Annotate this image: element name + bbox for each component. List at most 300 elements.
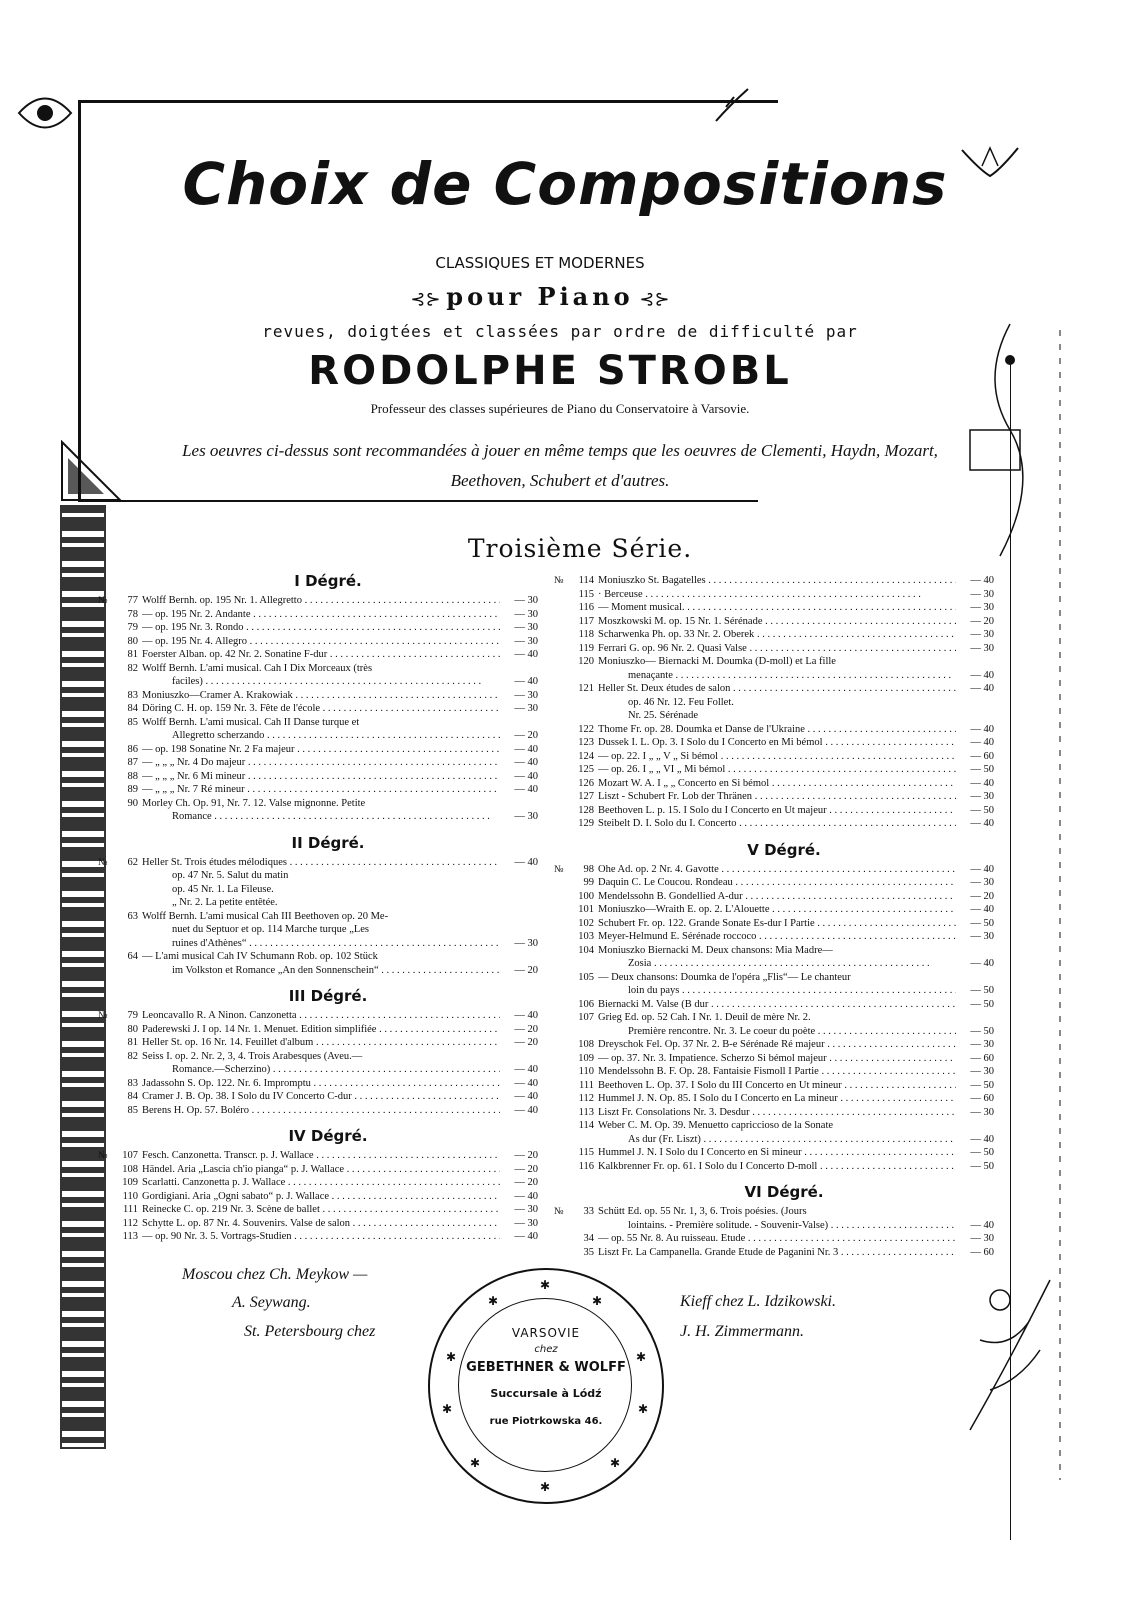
entry-description: Wolff Bernh. op. 195 Nr. 1. Allegretto . . . (142, 594, 500, 608)
catalogue-entry (574, 890, 994, 904)
entry-description: Liszt Fr. Consolations Nr. 3. Desdur . . . (598, 1106, 956, 1120)
entry-price: — 40 (514, 743, 538, 755)
entry-number: 112 (578, 1093, 594, 1104)
entry-price: — 40 (970, 958, 994, 969)
entry-price: — 40 (514, 1190, 538, 1202)
catalogue-entry (118, 1203, 538, 1217)
entry-number: 99 (583, 877, 594, 888)
catalogue-entry (574, 723, 994, 737)
entry-price: — 30 (514, 595, 538, 606)
catalogue-entry (574, 971, 994, 985)
imprint-kieff: Kieff chez L. Idzikowski. (680, 1293, 836, 1310)
entry-description: Morley Ch. Op. 91, Nr. 7. 12. Valse mignonne. Petite (142, 797, 366, 809)
catalogue-entry (118, 1077, 538, 1091)
entry-price: — 30 (514, 635, 538, 647)
entry-number: 83 (127, 689, 138, 701)
entry-price: — 30 (970, 602, 994, 613)
catalogue-entry (118, 716, 538, 730)
entry-price: — 30 (970, 1039, 994, 1050)
entry-price: — 20 (970, 890, 994, 902)
catalogue-entry (118, 1190, 538, 1204)
entry-description: Mendelssohn B. F. Op. 28. Fantaisie Fismoll I Partie . . . (598, 1065, 956, 1079)
catalogue-entry (118, 923, 538, 937)
entry-number: 126 (578, 777, 594, 789)
entry-description: menaçante . . . (598, 669, 956, 683)
entry-price: — 40 (970, 863, 994, 875)
entry-price: — 50 (970, 764, 994, 775)
entry-description: — L'ami musical Cah IV Schumann Rob. op. 102 Stück (142, 951, 378, 962)
entry-price: — 40 (970, 1219, 994, 1231)
entry-description: Gordigiani. Aria „Ogni sabato“ p. J. Wallace . . . (142, 1190, 500, 1204)
entry-number: 82 (127, 1050, 138, 1062)
entry-price: — 40 (514, 1231, 538, 1242)
entry-number: 82 (127, 662, 138, 674)
entry-number: 107 (122, 1150, 138, 1161)
entry-description: — op. 195 Nr. 2. Andante . . . (142, 608, 500, 622)
entry-description: loin du pays . . . (598, 984, 956, 998)
numero-sign: № (554, 575, 564, 586)
entry-price: — 30 (514, 689, 538, 701)
catalogue-entry (574, 1246, 994, 1260)
catalogue-entry (574, 817, 994, 831)
entry-price: — 30 (970, 1106, 994, 1118)
seal-star-icon: ✱ (610, 1456, 621, 1470)
entry-description: Hummel J. N. Op. 85. I Solo du I Concerto en La mineur . . . (598, 1092, 956, 1106)
entry-price: — 60 (970, 1052, 994, 1064)
entry-price: — 60 (970, 1246, 994, 1258)
entry-price: — 50 (970, 1160, 994, 1172)
entry-price: — 50 (970, 804, 994, 816)
subtitle: CLASSIQUES ET MODERNES (435, 254, 645, 272)
entry-number: 85 (127, 1104, 138, 1116)
entry-description: Dussek I. L. Op. 3. I Solo du I Concerto en Mi bémol . . . (598, 736, 956, 750)
entry-number: 109 (122, 1177, 138, 1188)
entry-number: 111 (123, 1204, 138, 1215)
entry-number: 108 (122, 1163, 138, 1175)
catalogue-entry (574, 1219, 994, 1233)
entry-price: — 40 (514, 1010, 538, 1021)
entry-description: Moniuszko Biernacki M. Deux chansons: Mia Madre— (598, 944, 833, 956)
entry-price: — 40 (970, 904, 994, 915)
catalogue-entry (574, 1205, 994, 1219)
entry-description: Moniuszko— Biernacki M. Doumka (D-moll) et La fille (598, 656, 836, 667)
catalogue-entry (574, 930, 994, 944)
entry-number: 110 (122, 1190, 138, 1202)
entry-number: 100 (578, 890, 594, 902)
seal-star-icon: ✱ (446, 1350, 457, 1364)
entry-description: Beethoven L. Op. 37. I Solo du III Concerto en Ut mineur . . . (598, 1079, 956, 1093)
degree-heading: II Dégré. (291, 833, 365, 852)
catalogue-entry (118, 964, 538, 978)
entry-description: Moniuszko—Wraith E. op. 2. L'Alouette . . . (598, 903, 956, 917)
catalogue-right-column (554, 574, 994, 1264)
catalogue-entry (574, 944, 994, 958)
entry-price: — 40 (970, 669, 994, 681)
bird-ornament-right (960, 140, 1020, 180)
catalogue-entry (118, 1090, 538, 1104)
entry-price: — 30 (970, 588, 994, 600)
catalogue-entry (574, 777, 994, 791)
entry-price: — 30 (970, 1066, 994, 1077)
numero-sign: № (98, 595, 108, 606)
numero-sign: № (98, 1010, 108, 1021)
entry-price: — 40 (970, 777, 994, 789)
entry-number: 115 (578, 1147, 594, 1158)
pour-piano-line (300, 282, 780, 311)
entry-description: Moniuszko St. Bagatelles . . . (598, 574, 956, 588)
entry-description: Schubert Fr. op. 122. Grande Sonate Es-dur I Partie . . . (598, 917, 956, 931)
entry-number: 90 (127, 797, 138, 809)
entry-number: 114 (578, 1120, 594, 1131)
entry-number: 81 (127, 1037, 138, 1048)
degree-heading: VI Dégré. (744, 1183, 824, 1201)
entry-description: Daquin C. Le Coucou. Rondeau . . . (598, 876, 956, 890)
seal-city: VARSOVIE (511, 1326, 581, 1340)
entry-description: Fesch. Canzonetta. Transcr. p. J. Wallace . . . (142, 1149, 500, 1163)
entry-number: 103 (578, 931, 594, 942)
catalogue-entry (118, 1036, 538, 1050)
entry-description: Moniuszko—Cramer A. Krakowiak . . . (142, 689, 500, 703)
entry-description: faciles) . . . (142, 675, 500, 689)
entry-description: — „ „ „ Nr. 6 Mi mineur . . . (142, 770, 500, 784)
catalogue-entry (574, 876, 994, 890)
entry-price: — 50 (970, 1079, 994, 1091)
entry-price: — 40 (514, 784, 538, 795)
catalogue-entry (574, 763, 994, 777)
catalogue-entry (574, 1160, 994, 1174)
entry-price: — 30 (970, 1233, 994, 1244)
entry-description: — Deux chansons: Doumka de l'opéra „Flis“— Le chanteur (598, 971, 851, 983)
entry-price: — 50 (970, 998, 994, 1010)
entry-number: 123 (578, 737, 594, 748)
frame-top-rule (78, 100, 778, 103)
entry-price: — 30 (514, 1217, 538, 1229)
catalogue-entry (574, 1052, 994, 1066)
entry-number: 116 (578, 602, 594, 613)
imprint-seywang: A. Seywang. (232, 1294, 311, 1311)
entry-description: — op. 26. I „ „ VI „ Mi bémol . . . (598, 763, 956, 777)
catalogue-entry (574, 682, 994, 696)
entry-number: 128 (578, 804, 594, 816)
entry-price: — 30 (514, 811, 538, 822)
entry-number: 62 (127, 856, 138, 868)
entry-description: Zosia . . . (598, 957, 956, 971)
entry-description: — „ „ „ Nr. 4 Do majeur . . . (142, 756, 500, 770)
catalogue-entry (574, 655, 994, 669)
frame-bottom-rule (78, 500, 758, 502)
catalogue-entry (574, 642, 994, 656)
entry-description: Liszt - Schubert Fr. Lob der Thränen . . . (598, 790, 956, 804)
catalogue-entry (118, 883, 538, 897)
recommendation-line-1: Les oeuvres ci-dessus sont recommandées à jouer en même temps que les oeuvres de Clementi, Haydn, Mozart, (182, 441, 938, 460)
entry-number: 85 (127, 716, 138, 728)
degree-heading: IV Dégré. (288, 1127, 368, 1145)
entry-number: 120 (578, 656, 594, 667)
ornamental-column (60, 505, 106, 1449)
catalogue-entry (118, 689, 538, 703)
entry-number: 81 (127, 649, 138, 660)
entry-description: — op. 195 Nr. 3. Rondo . . . (142, 621, 500, 635)
entry-price: — 40 (514, 770, 538, 782)
entry-number: 80 (127, 1023, 138, 1035)
entry-number: 113 (122, 1231, 138, 1242)
entry-description: Liszt Fr. La Campanella. Grande Etude de Paganini Nr. 3 . . . (598, 1246, 956, 1260)
entry-number: 79 (127, 1010, 138, 1021)
entry-description: Händel. Aria „Lascia ch'io pianga“ p. J. Wallace . . . (142, 1163, 500, 1177)
catalogue-entry (118, 635, 538, 649)
seal-chez: chez (534, 1344, 558, 1355)
seal-star-icon: ✱ (540, 1480, 551, 1494)
catalogue-entry (574, 1133, 994, 1147)
entry-price: — 30 (514, 622, 538, 633)
entry-description: Wolff Bernh. L'ami musical. Cah I Dix Morceaux (très (142, 662, 373, 674)
catalogue-entry (118, 1176, 538, 1190)
catalogue-entry (118, 675, 538, 689)
recommendation (160, 436, 960, 496)
entry-number: 78 (127, 608, 138, 620)
entry-number: 117 (578, 615, 594, 627)
catalogue-entry (118, 1009, 538, 1023)
catalogue-entry (118, 937, 538, 951)
catalogue-entry (574, 1119, 994, 1133)
entry-price: — 50 (970, 917, 994, 929)
entry-price: — 40 (970, 818, 994, 829)
entry-description: Dreyschok Fel. Op. 37 Nr. 2. B-e Sérénade Ré majeur . . . (598, 1038, 956, 1052)
catalogue-entry (574, 1092, 994, 1106)
seal-street: rue Piotrkowska 46. (489, 1416, 603, 1427)
seal-star-icon: ✱ (442, 1402, 453, 1416)
catalogue-entry (118, 770, 538, 784)
entry-number: 98 (583, 863, 594, 875)
entry-price: — 40 (514, 1104, 538, 1116)
entry-number: 109 (578, 1052, 594, 1064)
entry-price: — 40 (970, 723, 994, 735)
catalogue-entry (118, 1230, 538, 1244)
entry-description: — Moment musical. . . . (598, 601, 956, 615)
catalogue-entry (118, 950, 538, 964)
corner-ornament-bottom-left (60, 440, 122, 502)
catalogue-entry (118, 621, 538, 635)
entry-description: — op. 198 Sonatine Nr. 2 Fa majeur . . . (142, 743, 500, 757)
entry-description: Weber C. M. Op. 39. Menuetto capriccioso de la Sonate (598, 1120, 834, 1131)
entry-number: 104 (578, 944, 594, 956)
entry-number: 84 (127, 703, 138, 714)
entry-description: Paderewski J. I op. 14 Nr. 1. Menuet. Edition simplifiée . . . (142, 1023, 500, 1037)
entry-description: Mozart W. A. I „ „ Concerto en Si bémol . . . (598, 777, 956, 791)
entry-description: Nr. 25. Sérénade (628, 710, 698, 721)
entry-description: Biernacki M. Valse (B dur . . . (598, 998, 956, 1012)
catalogue-entry (118, 1050, 538, 1064)
catalogue-entry (118, 662, 538, 676)
scroll-ornament-left: ⊰⊱ (410, 289, 447, 310)
entry-number: 80 (127, 635, 138, 647)
catalogue-entry (574, 1025, 994, 1039)
entry-description: — op. 37. Nr. 3. Impatience. Scherzo Si bémol majeur . . . (598, 1052, 956, 1066)
catalogue-entry (574, 1038, 994, 1052)
entry-description: op. 45 Nr. 1. La Fileuse. (172, 883, 274, 895)
entry-price: — 30 (970, 629, 994, 640)
catalogue-entry (118, 702, 538, 716)
entry-description: Döring C. H. op. 159 Nr. 3. Fête de l'école . . . (142, 702, 500, 716)
catalogue-entry (118, 783, 538, 797)
entry-description: · Berceuse . . . (598, 588, 956, 602)
scroll-ornament-right: ⊰⊱ (633, 289, 670, 310)
entry-description: ruines d'Athènes“ . . . (142, 937, 500, 951)
entry-price: — 20 (514, 1150, 538, 1161)
entry-number: 127 (578, 791, 594, 802)
entry-number: 35 (583, 1246, 594, 1258)
entry-price: — 60 (970, 750, 994, 762)
entry-price: — 50 (970, 1025, 994, 1037)
catalogue-left-column (98, 572, 538, 1272)
catalogue-entry (574, 615, 994, 629)
seal-star-icon: ✱ (470, 1456, 481, 1470)
entry-description: Moszkowski M. op. 15 Nr. 1. Sérénade . . . (598, 615, 956, 629)
catalogue-entry (574, 863, 994, 877)
degree-heading: V Dégré. (747, 840, 821, 859)
entry-number: 102 (578, 917, 594, 929)
seal-inner-ring (458, 1298, 632, 1472)
entry-description: Steibelt D. I. Solo du I. Concerto . . . (598, 817, 956, 831)
entry-number: 88 (127, 770, 138, 782)
entry-description: Heller St. Trois études mélodiques . . . (142, 856, 500, 870)
catalogue-entry (118, 1023, 538, 1037)
entry-number: 125 (578, 764, 594, 775)
entry-description: Wolff Bernh. L'ami musical. Cah II Danse turque et (142, 716, 360, 728)
entry-price: — 40 (514, 676, 538, 687)
entry-description: Schütt Ed. op. 55 Nr. 1, 3, 6. Trois poésies. (Jours (598, 1206, 807, 1217)
entry-description: nuet du Septuor et op. 114 Marche turque „Les (172, 924, 370, 935)
catalogue-entry (118, 608, 538, 622)
catalogue-entry (574, 1106, 994, 1120)
entry-price: — 30 (970, 642, 994, 654)
entry-price: — 20 (514, 1177, 538, 1188)
numero-sign: № (98, 1150, 108, 1161)
entry-description: Seiss I. op. 2. Nr. 2, 3, 4. Trois Arabesques (Aveu.— (142, 1050, 363, 1062)
catalogue-entry (574, 1146, 994, 1160)
seal-star-icon: ✱ (636, 1350, 647, 1364)
catalogue-entry (574, 588, 994, 602)
entry-number: 118 (578, 629, 594, 640)
entry-description: „ Nr. 2. La petite entêtée. (172, 897, 278, 908)
entry-description: Ohe Ad. op. 2 Nr. 4. Gavotte . . . (598, 863, 956, 877)
entry-description: Scarlatti. Canzonetta p. J. Wallace . . . (142, 1176, 500, 1190)
entry-price: — 40 (970, 737, 994, 748)
entry-description: Foerster Alban. op. 42 Nr. 2. Sonatine F-dur . . . (142, 648, 500, 662)
entry-description: Jadassohn S. Op. 122. Nr. 6. Impromptu . . . (142, 1077, 500, 1091)
catalogue-entry (574, 1232, 994, 1246)
entry-description: op. 46 Nr. 12. Feu Follet. (628, 696, 734, 708)
catalogue-entry (574, 984, 994, 998)
catalogue-entry (574, 736, 994, 750)
entry-description: im Volkston et Romance „An den Sonnenschein“ . . . (142, 964, 500, 978)
catalogue-entry (118, 1104, 538, 1118)
entry-number: 122 (578, 723, 594, 735)
entry-description: — „ „ „ Nr. 7 Ré mineur . . . (142, 783, 500, 797)
entry-price: — 20 (514, 730, 538, 741)
revues-line: revues, doigtées et classées par ordre de difficulté par (262, 322, 858, 341)
catalogue-entry (574, 1079, 994, 1093)
entry-price: — 30 (514, 937, 538, 949)
entry-description: Romance . . . (142, 810, 500, 824)
entry-description: — op. 195 Nr. 4. Allegro . . . (142, 635, 500, 649)
entry-price: — 40 (970, 1133, 994, 1145)
catalogue-entry (574, 998, 994, 1012)
catalogue-entry (118, 810, 538, 824)
entry-number: 119 (578, 642, 594, 654)
entry-price: — 20 (514, 1023, 538, 1035)
entry-description: Cramer J. B. Op. 38. I Solo du IV Concerto C-dur . . . (142, 1090, 500, 1104)
catalogue-entry (118, 1063, 538, 1077)
entry-price: — 40 (970, 683, 994, 694)
seal-star-icon: ✱ (638, 1402, 649, 1416)
entry-description: Beethoven L. p. 15. I Solo du I Concerto en Ut majeur . . . (598, 804, 956, 818)
catalogue-entry (118, 756, 538, 770)
entry-number: 86 (127, 743, 138, 755)
catalogue-entry (574, 804, 994, 818)
entry-number: 124 (578, 750, 594, 762)
entry-description: Schytte L. op. 87 Nr. 4. Souvenirs. Valse de salon . . . (142, 1217, 500, 1231)
entry-description: Leoncavallo R. A Ninon. Canzonetta . . . (142, 1009, 500, 1023)
seal-star-icon: ✱ (540, 1278, 551, 1292)
entry-description: Scharwenka Ph. op. 33 Nr. 2. Oberek . . . (598, 628, 956, 642)
entry-price: — 30 (514, 703, 538, 714)
catalogue-entry (574, 574, 994, 588)
entry-price: — 30 (970, 791, 994, 802)
entry-description: Grieg Ed. op. 52 Cah. I Nr. 1. Deuil de mère Nr. 2. (598, 1012, 811, 1023)
author-name: RODOLPHE STROBL (308, 348, 792, 394)
catalogue-entry (118, 594, 538, 608)
entry-number: 129 (578, 818, 594, 829)
entry-description: Berens H. Op. 57. Boléro . . . (142, 1104, 500, 1118)
entry-description: Thome Fr. op. 28. Doumka et Danse de l'Ukraine . . . (598, 723, 956, 737)
numero-sign: № (554, 1206, 564, 1217)
entry-price: — 20 (514, 964, 538, 976)
degree-heading: I Dégré. (294, 572, 362, 590)
catalogue-entry (118, 1163, 538, 1177)
publisher-seal (428, 1268, 664, 1504)
degree-heading: III Dégré. (288, 987, 368, 1005)
catalogue-entry (574, 1011, 994, 1025)
entry-number: 63 (127, 910, 138, 922)
entry-number: 89 (127, 784, 138, 795)
imprint-petersbourg: St. Petersbourg chez (244, 1323, 376, 1340)
catalogue-entry (118, 1149, 538, 1163)
entry-description: Mendelssohn B. Gondellied A-dur . . . (598, 890, 956, 904)
catalogue-entry (118, 797, 538, 811)
entry-price: — 30 (514, 1204, 538, 1215)
entry-price: — 30 (970, 877, 994, 888)
numero-sign: № (554, 863, 564, 875)
entry-description: As dur (Fr. Liszt) . . . (598, 1133, 956, 1147)
catalogue-entry (118, 896, 538, 910)
catalogue-entry (118, 869, 538, 883)
entry-number: 113 (578, 1106, 594, 1118)
entry-description: Heller St. Deux études de salon . . . (598, 682, 956, 696)
entry-number: 110 (578, 1066, 594, 1077)
entry-number: 112 (122, 1217, 138, 1229)
entry-price: — 20 (514, 1037, 538, 1048)
entry-number: 115 (578, 588, 594, 600)
author-profession: Professeur des classes supérieures de Piano du Conservatoire à Varsovie. (370, 401, 750, 416)
catalogue-entry (118, 729, 538, 743)
entry-price: — 40 (970, 575, 994, 586)
entry-number: 33 (583, 1206, 594, 1217)
entry-number: 121 (578, 683, 594, 694)
entry-description: Reinecke C. op. 219 Nr. 3. Scène de ballet . . . (142, 1203, 500, 1217)
catalogue-entry (574, 917, 994, 931)
seal-star-icon: ✱ (488, 1294, 499, 1308)
